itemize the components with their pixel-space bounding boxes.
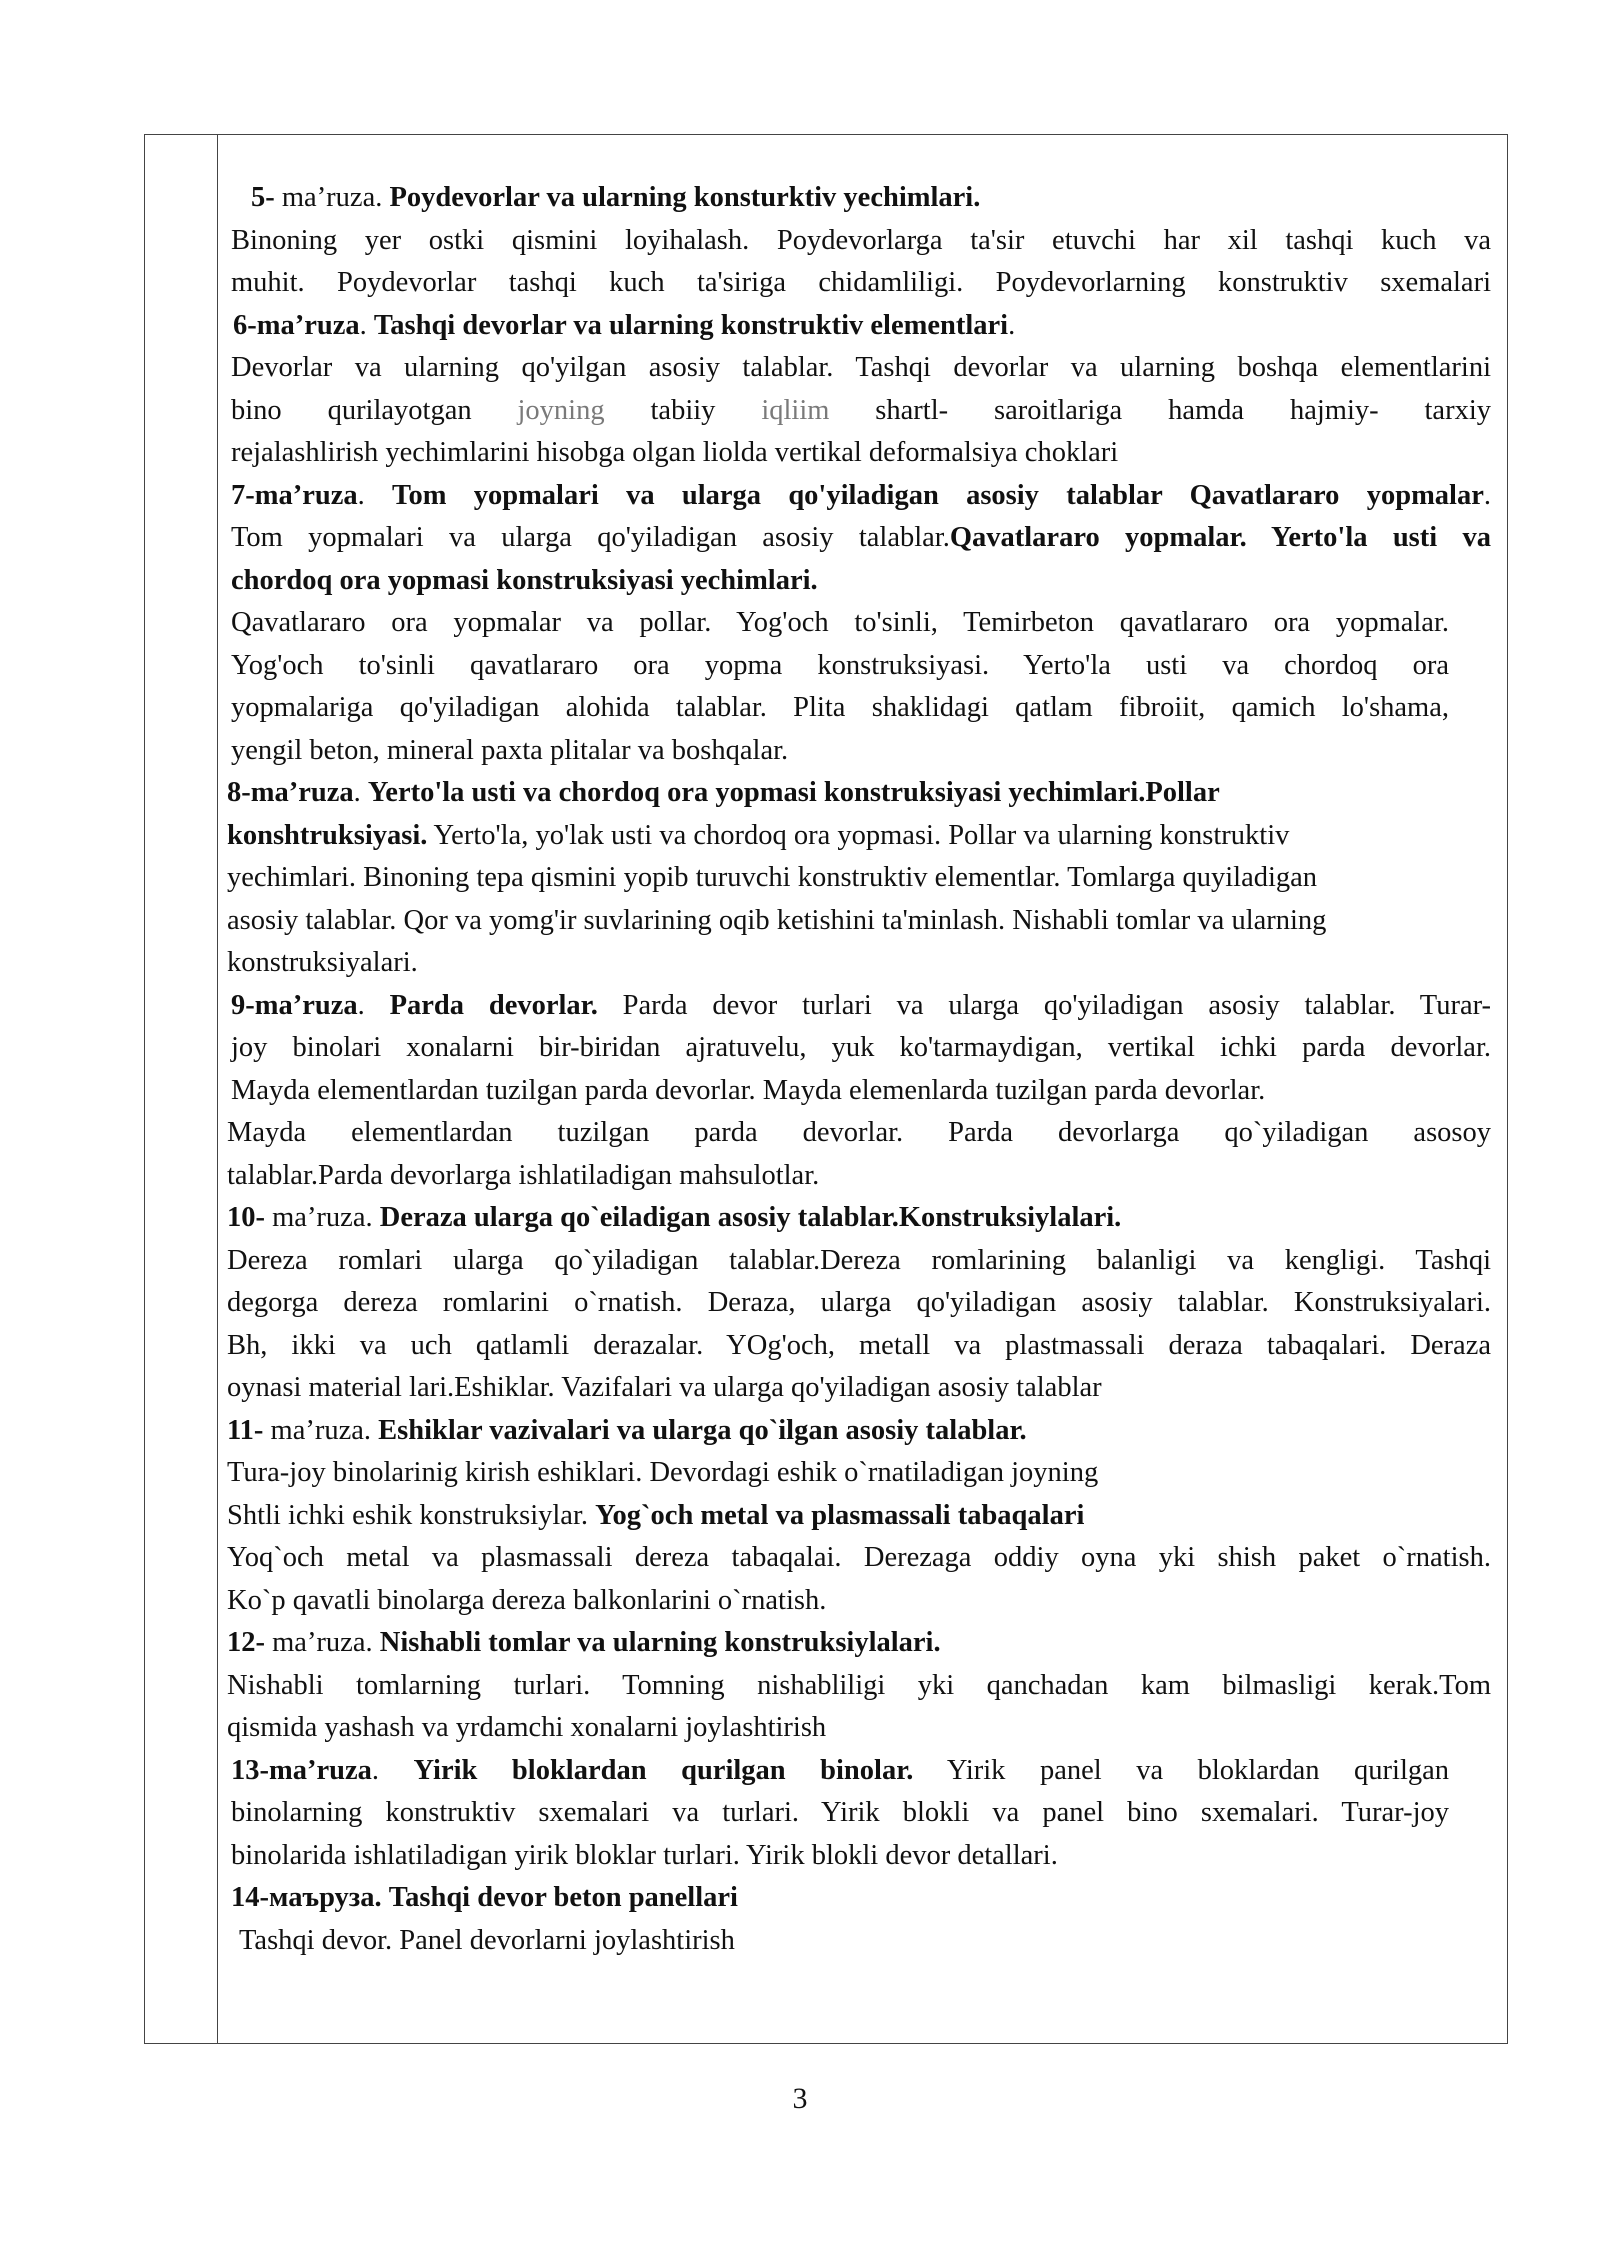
text-line: konstruksiyalari. [227, 947, 418, 978]
text-line: Tom yopmalari va ularga qo'yiladigan asosiy talablar.Qavatlararo yopmalar. Yerto'la usti va [231, 522, 1491, 553]
lecture-8-heading: 8-ma’ruza. Yerto'la usti va chordoq ora yopmasi konstruksiyasi yechimlari.Pollar [227, 777, 1220, 808]
text-line: yechimlari. Binoning tepa qismini yopib turuvchi konstruktiv elementlar. Tomlarga quyiladigan [227, 862, 1318, 893]
text-line: binolarida ishlatiladigan yirik bloklar turlari. Yirik blokli devor detallari. [231, 1839, 1058, 1871]
text-line: Yoq`och metal va plasmassali dereza tabaqalai. Derezaga oddiy oyna yki shish paket o`rnatish. [227, 1542, 1491, 1573]
text-line: Tashqi devor. Panel devorlarni joylashtirish [239, 1924, 735, 1956]
text-line: yopmalariga qo'yiladigan alohida talablar. Plita shaklidagi qatlam fibroiit, qamich lo'shama, [231, 692, 1449, 723]
text-line: Shtli ichki eshik konstruksiylar. Yog`och metal va plasmassali tabaqalari [227, 1499, 1085, 1531]
text-line: rejalashlirish yechimlarini hisobga olgan liolda vertikal deformalsiya choklari [231, 437, 1119, 468]
text-line: Ko`p qavatli binolarga dereza balkonlarini o`rnatish. [227, 1584, 827, 1616]
lecture-14-heading: 14-маъруза. Tashqi devor beton panellari [231, 1882, 738, 1913]
lecture-5-heading: 5- ma’ruza. Poydevorlar va ularning konsturktiv yechimlari. [251, 182, 981, 213]
text-line: Bh, ikki va uch qatlamli derazalar. YOg'och, metall va plastmassali deraza tabaqalari. Deraza [227, 1329, 1491, 1361]
text-line: Mayda elementlardan tuzilgan parda devorlar. Parda devorlarga qo`yiladigan asosoy [227, 1117, 1491, 1148]
text-line: talablar.Parda devorlarga ishlatiladigan mahsulotlar. [227, 1159, 820, 1191]
lecture-9-heading: 9-ma’ruza. Parda devorlar. Parda devor turlari va ularga qo'yiladigan asosiy talablar. Turar- [231, 989, 1492, 1021]
text-line: qismida yashash va yrdamchi xonalarni joylashtirish [227, 1712, 827, 1743]
lecture-11-heading: 11- ma’ruza. Eshiklar vazivalari va ularga qo`ilgan asosiy talablar. [227, 1414, 1027, 1446]
text-line: Mayda elementlardan tuzilgan parda devorlar. Mayda elemenlarda tuzilgan parda devorlar. [231, 1074, 1266, 1106]
text-line: Yog'och to'sinli qavatlararo ora yopma konstruksiyasi. Yerto'la usti va chordoq ora [231, 649, 1449, 681]
lecture-12-heading: 12- ma’ruza. Nishabli tomlar va ularning konstruksiylalari. [227, 1627, 941, 1658]
lecture-10-heading: 10- ma’ruza. Deraza ularga qo`eiladigan asosiy talablar.Konstruksiylalari. [227, 1202, 1122, 1233]
text-line: joy binolari xonalarni bir-biridan ajratuvelu, yuk ko'tarmaydigan, vertikal ichki parda devorlar. [231, 1032, 1491, 1063]
lecture-7-heading: 7-ma’ruza. Tom yopmalari va ularga qo'yiladigan asosiy talablar Qavatlararo yopmalar. [231, 479, 1491, 511]
text-line: Nishabli tomlarning turlari. Tomning nishabliligi yki qanchadan kam bilmasligi kerak.Tom [227, 1669, 1491, 1701]
lecture-6-heading: 6-ma’ruza. Tashqi devorlar va ularning konstruktiv elementlari. [233, 309, 1016, 341]
text-line: asosiy talablar. Qor va yomg'ir suvlarining oqib ketishini ta'minlash. Nishabli tomlar va ularning [227, 904, 1327, 936]
content-cell [227, 177, 1492, 1962]
left-column [145, 135, 218, 2043]
text-line: oynasi material lari.Eshiklar. Vazifalari va ularga qo'yiladigan asosiy talablar [227, 1372, 1102, 1403]
lecture-13-heading: 13-ma’ruza. Yirik bloklardan qurilgan binolar. Yirik panel va bloklardan qurilgan [231, 1754, 1450, 1786]
text-line: Tura-joy binolarinig kirish eshiklari. Devordagi eshik o`rnatiladigan joyning [227, 1457, 1099, 1488]
text-line: muhit. Poydevorlar tashqi kuch ta'siriga chidamliligi. Poydevorlarning konstruktiv sxemalari [231, 267, 1491, 298]
page-number: 3 [792, 2082, 808, 2115]
text-line: chordoq ora yopmasi konstruksiyasi yechimlari. [231, 564, 818, 596]
text-line: degorga dereza romlarini o`rnatish. Deraza, ularga qo'yiladigan asosiy talablar. Konstruksiyalari. [227, 1287, 1491, 1318]
text-line: yengil beton, mineral paxta plitalar va boshqalar. [231, 734, 789, 766]
text-line: konshtruksiyasi. Yerto'la, yo'lak usti va chordoq ora yopmasi. Pollar va ularning konstruktiv [227, 819, 1290, 851]
text-line: Devorlar va ularning qo'yilgan asosiy talablar. Tashqi devorlar va ularning boshqa elementlarini [231, 352, 1491, 383]
table-frame [144, 134, 1508, 2044]
text-line: Qavatlararo ora yopmalar va pollar. Yog'och to'sinli, Temirbeton qavatlararo ora yopmalar. [231, 607, 1449, 638]
text-line: binolarning konstruktiv sxemalari va turlari. Yirik blokli va panel bino sxemalari. Turar-joy [231, 1797, 1449, 1828]
text-line: Binoning yer ostki qismini loyihalash. Poydevorlarga ta'sir etuvchi har xil tashqi kuch va [231, 224, 1491, 256]
text-line: Dereza romlari ularga qo`yiladigan talablar.Dereza romlarining balanligi va kengligi. Tashqi [227, 1244, 1491, 1276]
text-line: bino qurilayotgan joyning tabiiy iqliim shartl- saroitlariga hamda hajmiy- tarxiy [231, 394, 1491, 426]
